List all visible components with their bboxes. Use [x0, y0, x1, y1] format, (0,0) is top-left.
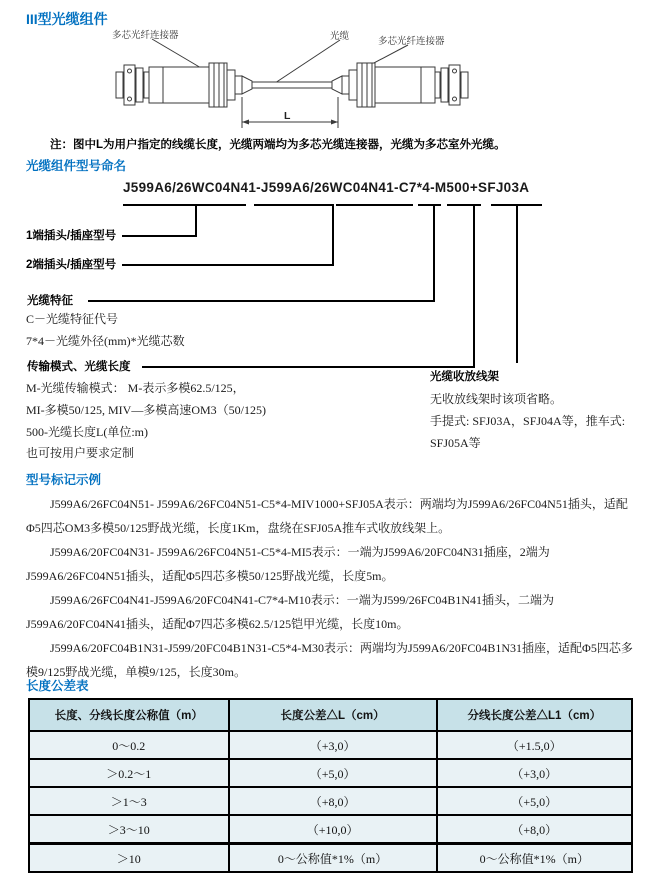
example-paragraph: J599A6/26FC04N51- J599A6/26FC04N51-C5*4-MIV1000+SFJ05A表示：两端均为J599A6/26FC04N51插头，适配Φ5四芯OM3多模50/125野战光缆，长度1Km，盘绕在SFJ05A推车式收放线架上。: [26, 497, 628, 535]
cell-branch-tol: （+5,0）: [437, 787, 632, 815]
diagram-note: 注：图中L为用户指定的线缆长度，光缆两端均为多芯光缆连接器，光缆为多芯室外光缆。: [50, 139, 506, 151]
naming-section-heading: 光缆组件型号命名: [26, 159, 127, 173]
tolerance-table: [28, 698, 633, 873]
table-row: [29, 844, 632, 873]
reel-line2: 手提式: SFJ03A，SFJ04A等，推车式:: [430, 414, 626, 428]
examples-section-heading: 型号标记示例: [26, 473, 102, 487]
underline-token2a: [254, 204, 333, 206]
table-row: [29, 815, 632, 844]
example-paragraph: J599A6/26FC04N41-J599A6/20FC04N41-C7*4-M10表示：一端为J599/26FC04B1N41插头，二端为J599A6/20FC04N41插头，适配Φ7四芯多模62.5/125铠甲光缆，长度10m。: [26, 593, 555, 631]
example-paragraph: J599A6/20FC04B1N31-J599/20FC04B1N31-C5*4-M30表示：两端均为J599A6/20FC04B1N31插座，适配Φ5四芯多模9/125野战光缆，单模9/125，长度30m。: [26, 641, 633, 679]
transmission-line4: 也可按用户要求定制: [26, 446, 135, 460]
cable-drawing: [252, 82, 332, 88]
transmission-line2: MI-多模50/125, MIV—多模高速OM3（50/125): [26, 403, 266, 417]
model-number: J599A6/26WC04N41-J599A6/26WC04N41-C7*4-M500+SFJ03A: [123, 180, 530, 195]
page-title: III型光缆组件: [26, 11, 108, 27]
col-header-nominal-length: 长度、分线长度公称值（m）: [29, 699, 229, 731]
tolerance-section-heading: 长度公差表: [26, 679, 89, 693]
underline-token2b: [336, 204, 413, 206]
cell-length-tol: （+5,0）: [229, 759, 437, 787]
end1-label: 1端插头/插座型号: [26, 230, 117, 242]
left-connector-label: 多芯光纤连接器: [112, 31, 179, 41]
examples-paragraphs: [26, 492, 642, 684]
callout-line-reel-v: [516, 204, 518, 363]
leader-line-cable: [275, 40, 340, 83]
right-connector-label: 多芯光纤连接器: [378, 37, 445, 47]
underline-token4: [447, 204, 481, 206]
cell-nominal: ＞10: [29, 844, 229, 873]
callout-line-transmission-h: [142, 366, 475, 368]
table-row: [29, 759, 632, 787]
transmission-heading: 传输模式、光缆长度: [27, 361, 131, 373]
callout-line-end1-v: [195, 204, 197, 237]
cell-nominal: ＞3～10: [29, 815, 229, 844]
cell-branch-tol: 0～公称值*1%（m）: [437, 844, 632, 873]
cable-feature-line2: 7*4－光缆外径(mm)*光缆芯数: [26, 334, 185, 348]
underline-token1: [123, 204, 246, 206]
transmission-line1: M-光缆传输模式： M-表示多模62.5/125，: [26, 381, 245, 395]
table-row: [29, 787, 632, 815]
callout-line-end2-v: [332, 204, 334, 266]
left-connector-drawing: [116, 63, 252, 107]
cell-branch-tol: （+3,0）: [437, 759, 632, 787]
col-header-branch-tolerance: 分线长度公差△L1（cm）: [437, 699, 632, 731]
callout-line-feature-v: [433, 204, 435, 302]
callout-line-transmission-v: [473, 204, 475, 368]
tolerance-table-header-row: [29, 699, 632, 731]
cable-assembly-diagram: [0, 25, 659, 140]
cable-feature-line1: C－光缆特征代号: [26, 312, 119, 326]
cell-length-tol: 0～公称值*1%（m）: [229, 844, 437, 873]
table-row: [29, 731, 632, 759]
cell-nominal: 0～0.2: [29, 731, 229, 759]
cable-feature-heading: 光缆特征: [27, 295, 73, 307]
example-paragraph: J599A6/20FC04N31- J599A6/26FC04N51-C5*4-MI5表示：一端为J599A6/20FC04N31插座，2端为J599A6/26FC04N51插头，适配Φ5四芯多模50/125野战光缆，长度5m。: [26, 545, 550, 583]
col-header-length-tolerance: 长度公差△L（cm）: [229, 699, 437, 731]
cable-label: 光缆: [330, 32, 350, 42]
reel-line1: 无收放线架时该项省略。: [430, 392, 563, 406]
callout-line-end2-h: [122, 264, 334, 266]
callout-line-end1-h: [122, 235, 197, 237]
cell-nominal: ＞1～3: [29, 787, 229, 815]
dimension-l-label: L: [284, 110, 291, 122]
cell-branch-tol: （+1.5,0）: [437, 731, 632, 759]
right-connector-drawing: [332, 63, 468, 107]
underline-token3: [418, 204, 441, 206]
cell-branch-tol: （+8,0）: [437, 815, 632, 844]
reel-line3: SFJ05A等: [430, 436, 481, 450]
cell-nominal: ＞0.2～1: [29, 759, 229, 787]
transmission-line3: 500-光缆长度L(单位:m): [26, 425, 148, 439]
cell-length-tol: （+10,0）: [229, 815, 437, 844]
reel-heading: 光缆收放线架: [430, 371, 499, 383]
callout-line-feature-h: [88, 300, 435, 302]
cell-length-tol: （+3,0）: [229, 731, 437, 759]
end2-label: 2端插头/插座型号: [26, 259, 117, 271]
cell-length-tol: （+8,0）: [229, 787, 437, 815]
